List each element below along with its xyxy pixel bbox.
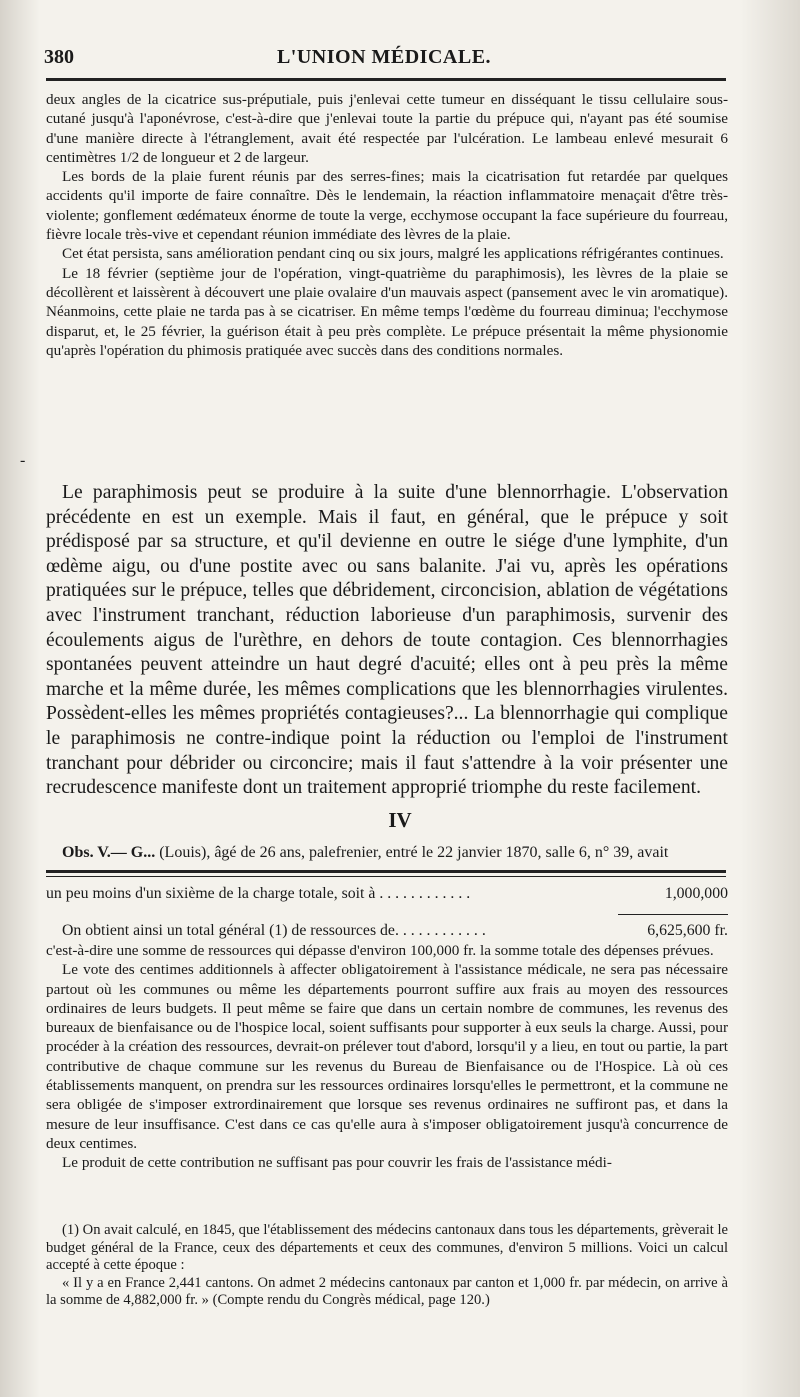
discussion-text bbox=[46, 481, 728, 801]
running-title: L'UNION MÉDICALE. bbox=[276, 46, 492, 68]
discussion-paragraph: Le paraphimosis peut se produire à la suite d'une blennorrhagie. L'observation précédente en est un exemple. Mais il faut, en général, que le prépuce y soit prédisposé par sa structure, et qu'il devienne en outre le siége d'une lymphite, d'un œdème aigu, ou d'une postite avec ou sans balanite. J'ai vu, après les opérations pratiquées sur le prépuce, telles que débridement, circoncision, ablation de végétations avec l'instrument tranchant, réduction laborieuse d'un paraphimosis, survenir des écoulements aigus de l'urèthre, en dehors de toute contagion. Ces blennorrhagies spontanées peuvent atteindre un haut degré d'acuité; elles ont à peu près la même marche et la même durée, les mêmes complications que les blennorrhagies virulentes. Possèdent-elles les mêmes propriétés contagieuses?... La blennorrhagie qui complique le paraphimosis ne contre-indique point la réduction ou l'emploi de l'instrument tranchant pour débrider ou circoncire; mais il faut s'attendre à la voir présenter une recrudescence manifeste dont un traitement approprié triomphe du reste facilement. bbox=[46, 482, 728, 799]
case-report-text bbox=[46, 90, 728, 360]
case-paragraph: Les bords de la plaie furent réunis par des serres-fines; mais la cicatrisation fut retardée par quelques accidents qu'il importe de faire connaître. Dès le lendemain, la réaction inflammatoire menaçait d'être très-violente; gonflement œdémateux énorme de toute la verge, ecchymose occupant la face supérieure du fourreau, fièvre locale très-vive et cependant réunion immédiate des lèvres de la plaie. bbox=[46, 168, 728, 244]
observation-intro bbox=[46, 842, 728, 864]
page-header bbox=[44, 44, 724, 74]
observation-label: Obs. V.— G... bbox=[62, 844, 156, 861]
leader-row-amount: 6,625,600 fr. bbox=[647, 922, 728, 939]
insert-article bbox=[46, 884, 728, 1173]
footnotes bbox=[46, 1222, 728, 1310]
sum-rule bbox=[618, 914, 728, 915]
section-heading: IV bbox=[388, 808, 412, 832]
footnote: « Il y a en France 2,441 cantons. On admet 2 médecins cantonaux par canton et 1,000 fr. par médecin, on arrive à la somme de 4,882,000 fr. » (Compte rendu du Congrès médical, page 120.) bbox=[46, 1274, 728, 1309]
margin-mark: - bbox=[20, 452, 26, 469]
leader-row bbox=[46, 884, 728, 904]
insert-paragraph: Le produit de cette contribution ne suffisant pas pour couvrir les frais de l'assistance médi- bbox=[62, 1154, 612, 1172]
insert-paragraph: Le vote des centimes additionnels à affecter obligatoirement à l'assistance médicale, ne sera pas nécessaire partout où les communes ou même les départements pourront suffire aux frais au moyen des ressources ordinaires de leurs budgets. Il peut même se faire que dans un certain nombre de communes, les revenus des bureaux de bienfaisance ou de l'hospice local, soient suffisants pour supporter à eux seuls la charge. Aussi, pour procéder à la création des ressources, devrait-on prélever tout d'abord, lorsqu'il y a lieu, en tout ou partie, la part contributive de chaque commune sur les revenus du Bureau de Bienfaisance ou de l'Hospice. Là où ces établissements manquent, on prendra sur les ressources ordinaires lorsqu'elles le permettront, et la commune ne sera obligée de s'imposer extrordinairement que lorsque ses revenus ordinaires ne suffiront pas, et dans la mesure de leur insuffisance. C'est dans ce cas qu'elle aura à s'imposer obligatoirement jusqu'à concurrence de deux centimes. bbox=[46, 961, 728, 1152]
insert-paragraph: c'est-à-dire une somme de ressources qui dépasse d'environ 100,000 fr. la somme totale des dépenses prévues. bbox=[46, 942, 714, 959]
leader-row-text: un peu moins d'un sixième de la charge totale, soit à . . . . . . . . . . . . bbox=[46, 885, 471, 902]
insert-rule-thin bbox=[46, 876, 726, 877]
case-paragraph: deux angles de la cicatrice sus-préputiale, puis j'enlevai cette tumeur en disséquant le tissu cellulaire sous-cutané jusqu'à l'aponévrose, c'est-à-dire que j'enlevai toute la partie du prépuce qui, n'ayant pas été soumise d'une manière directe à l'étranglement, avait été respectée par l'ulcération. Le lambeau enlevé mesurait 6 centimètres 1/2 de longueur et 2 de largeur. bbox=[46, 91, 728, 166]
case-paragraph: Cet état persista, sans amélioration pendant cinq ou six jours, malgré les applications réfrigérantes continues. bbox=[62, 245, 724, 263]
insert-rule-thick bbox=[46, 870, 726, 873]
footnote: (1) On avait calculé, en 1845, que l'établissement des médecins cantonaux dans tous les départements, grèverait le budget général de la France, ceux des départements et ceux des communes, d'environ 5 millions. Voici un calcul accepté à cette époque : bbox=[46, 1222, 729, 1274]
case-paragraph: Le 18 février (septième jour de l'opération, vingt-quatrième du paraphimosis), les lèvres de la plaie se décollèrent et laissèrent à découvert une plaie ovalaire d'un mauvais aspect (pansement avec le vin aromatique). Néanmoins, cette plaie ne tarda pas à se cicatriser. En même temps l'œdème du fourreau diminua; l'ecchymose disparut, et, le 25 février, la guérison était à peu près complète. Le prépuce présentait la même physionomie qu'après l'opération du phimosis pratiquée avec succès dans des conditions normales. bbox=[46, 264, 728, 359]
leader-row-text: On obtient ainsi un total général (1) de ressources de. . . . . . . . . . . . bbox=[62, 922, 486, 939]
observation-text: (Louis), âgé de 26 ans, palefrenier, entré le 22 janvier 1870, salle 6, n° 39, avait bbox=[155, 844, 669, 861]
leader-row bbox=[46, 921, 728, 941]
leader-row-amount: 1,000,000 bbox=[664, 885, 728, 902]
page-number: 380 bbox=[44, 46, 74, 68]
header-rule bbox=[46, 78, 726, 81]
